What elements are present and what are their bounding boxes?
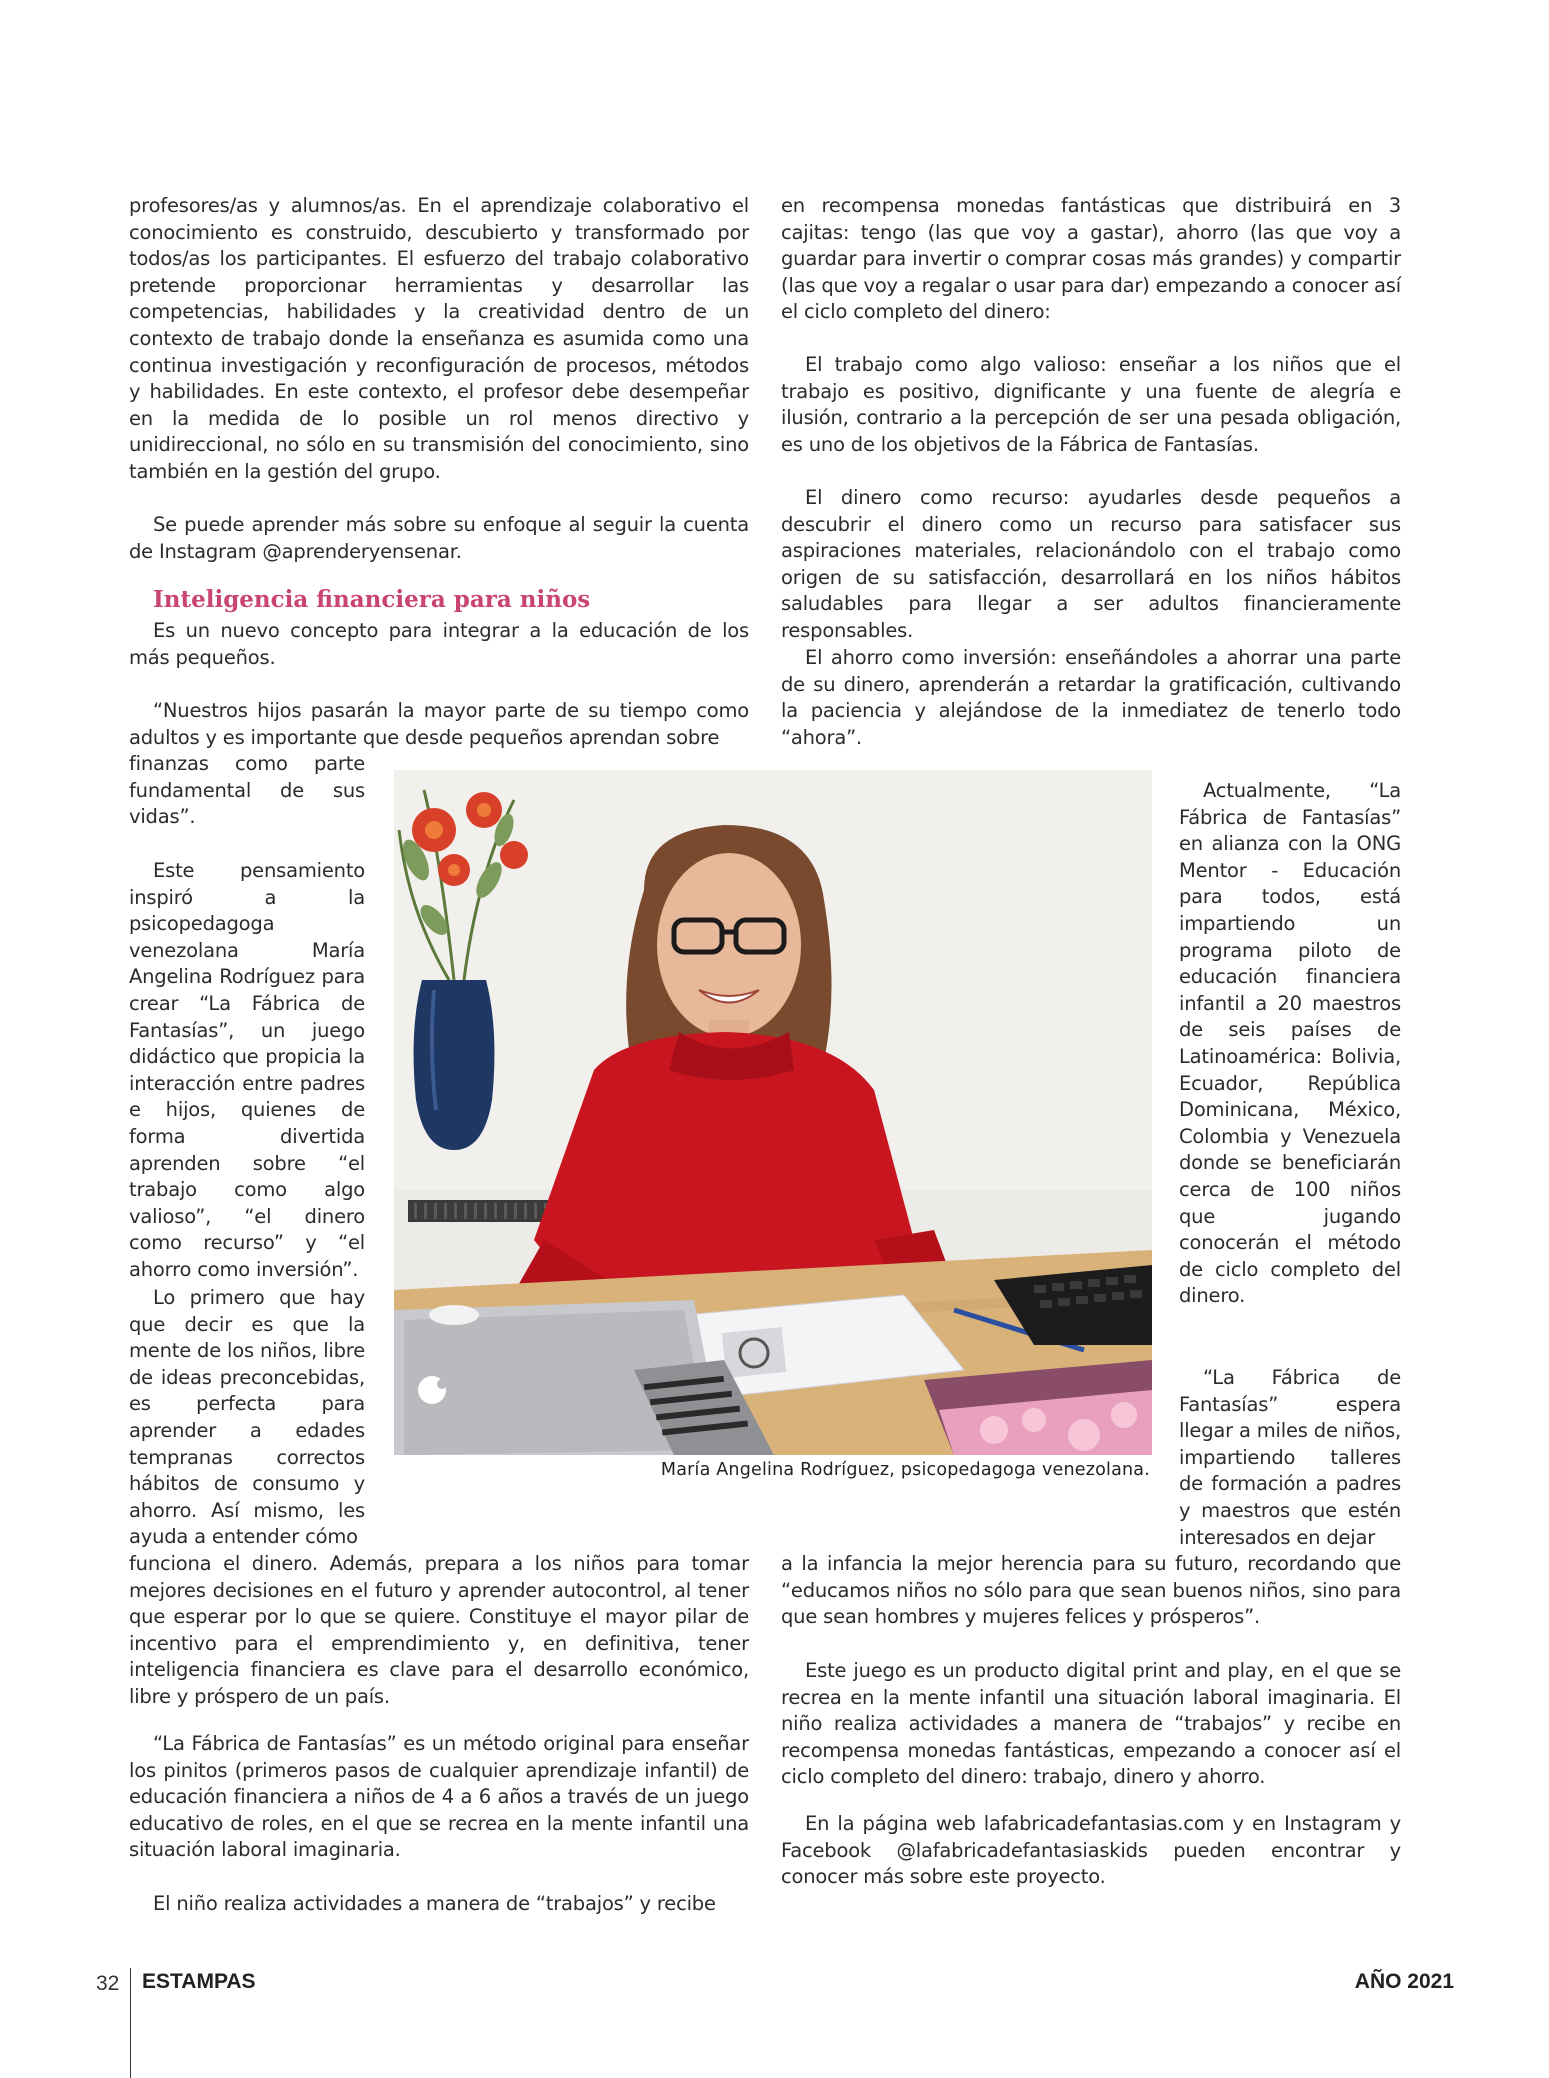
- photo-caption: María Angelina Rodríguez, psicopedagoga venezolana.: [660, 1460, 1150, 1480]
- body-paragraph: En la página web lafabricadefantasias.com y en Instagram y Facebook @lafabricadefantasiaskids pueden encontrar y conocer más sobre este proyecto.: [781, 1812, 1401, 1889]
- body-paragraph: funciona el dinero. Además, prepara a los niños para tomar mejores decisiones en el futuro y aprender autocontrol, al tener que esperar por lo que se quiere. Constituye el mayor pilar de incentivo para el emprendimiento y, en definitiva, tener inteligencia financiera es clave para el desarrollo económico, libre y próspero de un país.: [129, 1552, 749, 1708]
- body-paragraph: El niño realiza actividades a manera de “trabajos” y recibe: [153, 1892, 716, 1915]
- page-number: 32: [96, 1972, 120, 1995]
- body-paragraph: El ahorro como inversión: enseñándoles a ahorrar una parte de su dinero, aprenderán a retardar la gratificación, cultivando la paciencia y alejándose de la inmediatez de tenerlo todo “ahora”.: [781, 646, 1401, 749]
- body-paragraph: Se puede aprender más sobre su enfoque al seguir la cuenta de Instagram @aprenderyensenar.: [129, 513, 749, 563]
- body-paragraph: Actualmente, “La Fábrica de Fantasías” en alianza con la ONG Mentor - Educación para todos, está impartiendo un programa piloto de educación financiera infantil a 20 maestros de seis países de Latinoamérica: Bolivia, Ecuador, República Dominicana, México, Colombia y Venezuela donde se beneficiarán cerca de 100 niños que jugando conocerán el método de ciclo completo del dinero.: [1179, 779, 1401, 1308]
- body-paragraph: en recompensa monedas fantásticas que distribuirá en 3 cajitas: tengo (las que voy a gastar), ahorro (las que voy a guardar para invertir o comprar cosas más grandes) y compartir (las que voy a regalar o usar para dar) empezando a conocer así el ciclo completo del dinero:: [781, 194, 1401, 324]
- body-paragraph: El trabajo como algo valioso: enseñar a los niños que el trabajo es positivo, dignificante y una fuente de alegría e ilusión, contrario a la percepción de ser una pesada obligación, es uno de los objetivos de la Fábrica de Fantasías.: [781, 353, 1401, 456]
- article-photo: [394, 770, 1152, 1455]
- body-paragraph: El dinero como recurso: ayudarles desde pequeños a descubrir el dinero como un recurso para satisfacer sus aspiraciones materiales, relacionándolo con el trabajo como origen de su satisfacción, desarrollará en los niños hábitos saludables para llegar a ser adultos financieramente responsables.: [781, 486, 1401, 642]
- body-paragraph: Es un nuevo concepto para integrar a la educación de los más pequeños.: [129, 619, 749, 669]
- body-paragraph: finanzas como parte fundamental de sus vidas”.: [129, 752, 365, 829]
- magazine-name: ESTAMPAS: [142, 1970, 256, 1993]
- issue-year: AÑO 2021: [1354, 1970, 1454, 1993]
- body-paragraph: “La Fábrica de Fantasías” espera llegar a miles de niños, impartiendo talleres de formación a padres y maestros que estén interesados en dejar: [1179, 1366, 1401, 1549]
- section-heading: Inteligencia financiera para niños: [153, 586, 591, 613]
- body-paragraph: Este juego es un producto digital print and play, en el que se recrea en la mente infantil una situación laboral imaginaria. El niño realiza actividades a manera de “trabajos” y recibe en recompensa monedas fantásticas, empezando a conocer así el ciclo completo del dinero: trabajo, dinero y ahorro.: [781, 1659, 1401, 1789]
- body-paragraph: Lo primero que hay que decir es que la mente de los niños, libre de ideas preconcebidas, es perfecta para aprender a edades tempranas correctos hábitos de consumo y ahorro. Así mismo, les ayuda a entender cómo: [129, 1286, 365, 1549]
- body-paragraph: profesores/as y alumnos/as. En el aprendizaje colaborativo el conocimiento es construido, descubierto y transformado por todos/as los participantes. El esfuerzo del trabajo colaborativo pretende proporcionar herramientas y desarrollar las competencias, habilidades y la creatividad dentro de un contexto de trabajo donde la enseñanza es asumida como una continua investigación y reconfiguración de procesos, métodos y habilidades. En este contexto, el profesor debe desempeñar en la medida de lo posible un rol menos directivo y unidireccional, no sólo en su transmisión del conocimiento, sino también en la gestión del grupo.: [129, 194, 749, 483]
- body-paragraph: “Nuestros hijos pasarán la mayor parte de su tiempo como adultos y es importante que desde pequeños aprendan sobre: [129, 699, 749, 749]
- body-paragraph: a la infancia la mejor herencia para su futuro, recordando que “educamos niños no sólo para que sean buenos niños, sino para que sean hombres y mujeres felices y prósperos”.: [781, 1552, 1401, 1629]
- footer-divider: [130, 1968, 131, 2078]
- body-paragraph: Este pensamiento inspiró a la psicopedagoga venezolana María Angelina Rodríguez para crear “La Fábrica de Fantasías”, un juego didáctico que propicia la interacción entre padres e hijos, quienes de forma divertida aprenden sobre “el trabajo como algo valioso”, “el dinero como recurso” y “el ahorro como inversión”.: [129, 859, 365, 1281]
- body-paragraph: “La Fábrica de Fantasías” es un método original para enseñar los pinitos (primeros pasos de cualquier aprendizaje infantil) de educación financiera a niños de 4 a 6 años a través de un juego educativo de roles, en el que se recrea en la mente infantil una situación laboral imaginaria.: [129, 1732, 749, 1862]
